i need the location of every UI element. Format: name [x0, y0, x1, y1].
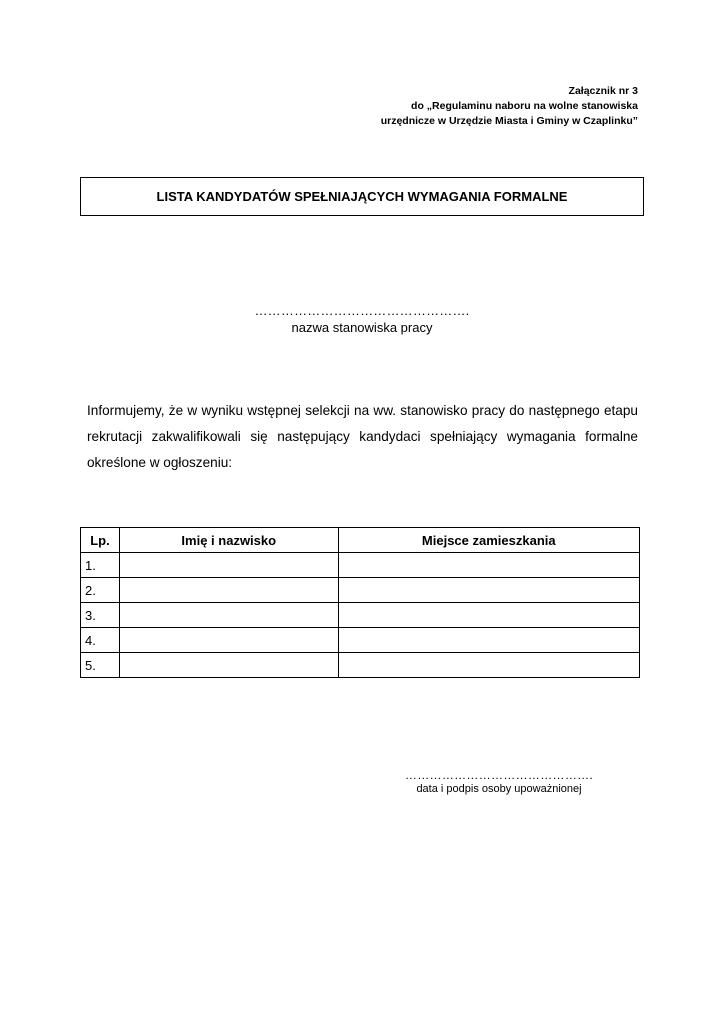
table-row	[81, 578, 640, 603]
position-name-field	[0, 303, 724, 337]
table-row	[81, 603, 640, 628]
column-header-residence: Miejsce zamieszkania	[338, 528, 639, 553]
attachment-number: Załącznik nr 3	[568, 85, 638, 97]
row-number: 2.	[81, 578, 120, 603]
position-name-dots: ………………………………………….	[254, 303, 470, 318]
candidate-residence-cell	[338, 578, 639, 603]
candidate-name-cell	[119, 578, 338, 603]
candidate-name-cell	[119, 553, 338, 578]
table-row	[81, 553, 640, 578]
table-row	[81, 628, 640, 653]
document-title: LISTA KANDYDATÓW SPEŁNIAJĄCYCH WYMAGANIA FORMALNE	[156, 189, 568, 204]
signature-label: data i podpis osoby upoważnionej	[416, 783, 582, 795]
signature-dots: ……………………………………….	[404, 768, 594, 782]
candidate-residence-cell	[338, 553, 639, 578]
attachment-reference-line1: do „Regulaminu naboru na wolne stanowiska	[411, 100, 638, 112]
attachment-header	[381, 84, 638, 129]
document-title-box	[80, 177, 644, 216]
row-number: 3.	[81, 603, 120, 628]
column-header-lp: Lp.	[81, 528, 120, 553]
column-header-name: Imię i nazwisko	[119, 528, 338, 553]
candidate-residence-cell	[338, 603, 639, 628]
candidate-name-cell	[119, 628, 338, 653]
candidates-table	[80, 527, 640, 678]
row-number: 1.	[81, 553, 120, 578]
information-paragraph: Informujemy, że w wyniku wstępnej selekcji na ww. stanowisko pracy do następnego etapu rekrutacji zakwalifikowali się następujący kandydaci spełniający wymagania formalne określone w ogłoszeniu:	[87, 403, 638, 470]
row-number: 4.	[81, 628, 120, 653]
candidate-name-cell	[119, 653, 338, 678]
signature-field	[386, 768, 612, 796]
table-row	[81, 653, 640, 678]
candidate-residence-cell	[338, 653, 639, 678]
position-name-label: nazwa stanowiska pracy	[291, 320, 433, 335]
row-number: 5.	[81, 653, 120, 678]
attachment-reference-line2: urzędnicze w Urzędzie Miasta i Gminy w Czaplinku”	[380, 115, 638, 127]
candidate-name-cell	[119, 603, 338, 628]
candidate-residence-cell	[338, 628, 639, 653]
table-header-row	[81, 528, 640, 553]
